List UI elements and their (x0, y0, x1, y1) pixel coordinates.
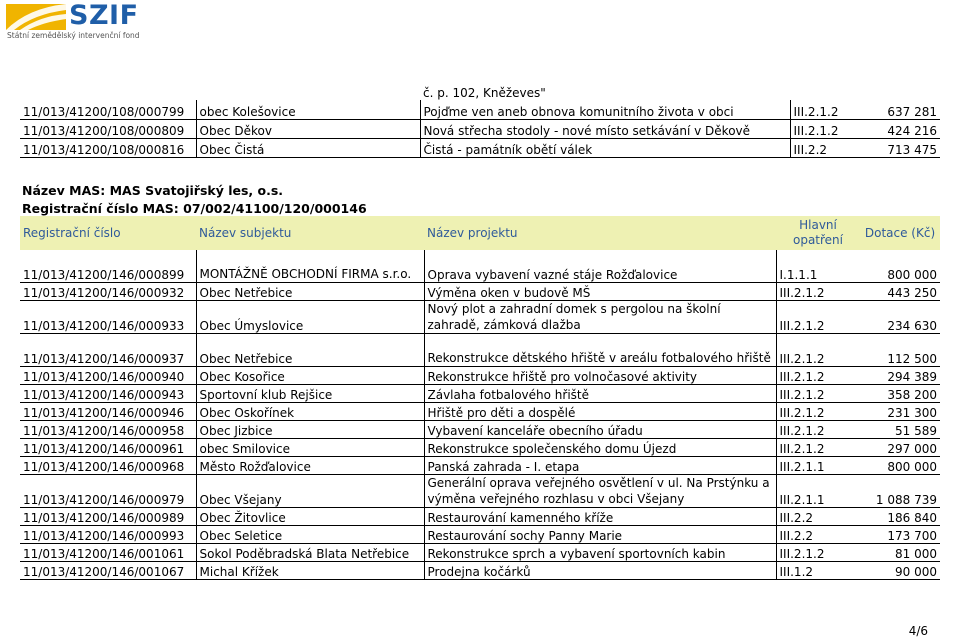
reg-number: 11/013/41200/146/000937 (20, 334, 196, 367)
subject-name: obec Kolešovice (196, 100, 420, 119)
table-row (20, 100, 940, 119)
table-row (20, 439, 940, 457)
amount: 231 300 (860, 403, 940, 421)
subject-name: Obec Děkov (196, 119, 420, 138)
table-row (20, 562, 940, 580)
amount: 358 200 (860, 385, 940, 403)
subject-name: Obec Netřebice (196, 334, 424, 367)
measure: III.1.2 (776, 562, 860, 580)
project-name-text: Rekonstrukce dětského hřiště v areálu fotbalového hřiště (427, 351, 771, 365)
reg-number: 11/013/41200/146/000933 (20, 301, 196, 334)
table-row (20, 508, 940, 526)
measure: III.2.1.2 (776, 334, 860, 367)
subject-name: Obec Jizbice (196, 421, 424, 439)
amount: 81 000 (860, 544, 940, 562)
project-name: Rekonstrukce společenského domu Újezd (424, 439, 776, 457)
subject-name: Obec Seletice (196, 526, 424, 544)
amount: 297 000 (860, 439, 940, 457)
table-row (20, 119, 940, 138)
reg-number: 11/013/41200/108/000799 (20, 100, 196, 119)
amount: 713 475 (860, 138, 940, 157)
mas-name: Název MAS: MAS Svatojiřský les, o.s. (22, 183, 284, 198)
col-header-measure: Hlavní opatření (776, 216, 860, 250)
table-row (20, 385, 940, 403)
reg-number: 11/013/41200/146/000961 (20, 439, 196, 457)
reg-number: 11/013/41200/146/000946 (20, 403, 196, 421)
reg-number: 11/013/41200/146/000993 (20, 526, 196, 544)
table-row (20, 283, 940, 301)
measure: III.2.1.2 (776, 367, 860, 385)
project-name: Pojďme ven aneb obnova komunitního života v obci (420, 100, 790, 119)
table-row (20, 526, 940, 544)
subject-name: Obec Netřebice (196, 283, 424, 301)
reg-number: 11/013/41200/146/001061 (20, 544, 196, 562)
amount: 51 589 (860, 421, 940, 439)
measure: III.2.2 (776, 508, 860, 526)
col-header-subject: Název subjektu (196, 216, 424, 250)
project-name: Prodejna kočárků (424, 562, 776, 580)
amount: 186 840 (860, 508, 940, 526)
subject-name: Obec Kosořice (196, 367, 424, 385)
measure: III.2.1.1 (776, 457, 860, 475)
subject-name-text: MONTÁŽNĚ OBCHODNÍ FIRMA s.r.o. (199, 267, 412, 281)
continued-text: č. p. 102, Kněževes" (423, 86, 546, 100)
project-name (424, 301, 776, 334)
project-name: Závlaha fotbalového hřiště (424, 385, 776, 403)
subject-name: Obec Všejany (196, 475, 424, 508)
project-name: Panská zahrada - I. etapa (424, 457, 776, 475)
szif-logo (6, 0, 156, 40)
project-name: Čistá - památník obětí válek (420, 138, 790, 157)
reg-number: 11/013/41200/108/000809 (20, 119, 196, 138)
table-row (20, 367, 940, 385)
reg-number: 11/013/41200/146/000899 (20, 250, 196, 283)
project-name: Nová střecha stodoly - nové místo setkávání v Děkově (420, 119, 790, 138)
reg-number: 11/013/41200/146/001067 (20, 562, 196, 580)
amount: 90 000 (860, 562, 940, 580)
reg-number: 11/013/41200/108/000816 (20, 138, 196, 157)
amount: 637 281 (860, 100, 940, 119)
project-name: Vybavení kanceláře obecního úřadu (424, 421, 776, 439)
measure: III.2.1.2 (776, 421, 860, 439)
reg-number: 11/013/41200/146/000943 (20, 385, 196, 403)
measure: III.2.1.2 (776, 403, 860, 421)
measure: III.2.1.2 (776, 544, 860, 562)
measure: III.2.1.2 (790, 100, 860, 119)
reg-number: 11/013/41200/146/000989 (20, 508, 196, 526)
amount: 800 000 (860, 250, 940, 283)
amount: 112 500 (860, 334, 940, 367)
subject-name: Obec Oskořínek (196, 403, 424, 421)
subject-name: Sokol Poděbradská Blata Netřebice (196, 544, 424, 562)
project-name: Restaurování kamenného kříže (424, 508, 776, 526)
measure: III.2.1.1 (776, 475, 860, 508)
reg-number: 11/013/41200/146/000968 (20, 457, 196, 475)
projects-table (20, 216, 940, 580)
measure: I.1.1.1 (776, 250, 860, 283)
reg-number: 11/013/41200/146/000940 (20, 367, 196, 385)
measure: III.2.1.2 (776, 439, 860, 457)
reg-number: 11/013/41200/146/000979 (20, 475, 196, 508)
amount: 443 250 (860, 283, 940, 301)
table-row (20, 421, 940, 439)
logo-tagline: Státní zemědělský intervenční fond (7, 31, 140, 40)
table-row (20, 250, 940, 283)
table-row (20, 475, 940, 508)
table-row (20, 544, 940, 562)
amount: 173 700 (860, 526, 940, 544)
subject-name: Obec Čistá (196, 138, 420, 157)
measure: III.2.1.2 (776, 283, 860, 301)
reg-number: 11/013/41200/146/000958 (20, 421, 196, 439)
project-name: Rekonstrukce hřiště pro volnočasové aktivity (424, 367, 776, 385)
measure: III.2.2 (776, 526, 860, 544)
subject-name: Obec Úmyslovice (196, 301, 424, 334)
logo-word: SZIF (69, 0, 139, 31)
page-number: 4/6 (908, 624, 928, 638)
table-row (20, 403, 940, 421)
subject-name: Město Rožďalovice (196, 457, 424, 475)
logo-mark (6, 4, 66, 30)
subject-name: Obec Žitovlice (196, 508, 424, 526)
table-row (20, 334, 940, 367)
project-name-text: Nový plot a zahradní domek s pergolou na školní zahradě, zámková dlažba (427, 302, 721, 332)
project-name (424, 475, 776, 508)
table-row (20, 301, 940, 334)
col-header-reg: Registrační číslo (20, 216, 196, 250)
col-header-project: Název projektu (424, 216, 776, 250)
project-name: Výměna oken v budově MŠ (424, 283, 776, 301)
measure: III.2.1.2 (776, 301, 860, 334)
project-name: Oprava vybavení vazné stáje Rožďalovice (424, 250, 776, 283)
measure: III.2.2 (790, 138, 860, 157)
subject-name: Michal Křížek (196, 562, 424, 580)
measure: III.2.1.2 (790, 119, 860, 138)
subject-name: Sportovní klub Rejšice (196, 385, 424, 403)
project-name: Hřiště pro děti a dospělé (424, 403, 776, 421)
mas-reg-number: Registrační číslo MAS: 07/002/41100/120/000146 (22, 201, 367, 216)
subject-name: obec Smilovice (196, 439, 424, 457)
project-name-text: Generální oprava veřejného osvětlení v ul. Na Prstýnku a výměna veřejného rozhlasu v obci Všejany (427, 476, 770, 506)
measure: III.2.1.2 (776, 385, 860, 403)
amount: 294 389 (860, 367, 940, 385)
amount: 234 630 (860, 301, 940, 334)
table-row (20, 457, 940, 475)
project-name (424, 334, 776, 367)
amount: 424 216 (860, 119, 940, 138)
amount: 800 000 (860, 457, 940, 475)
continued-table (20, 78, 940, 158)
project-name: Restaurování sochy Panny Marie (424, 526, 776, 544)
amount: 1 088 739 (860, 475, 940, 508)
project-name: Rekonstrukce sprch a vybavení sportovních kabin (424, 544, 776, 562)
reg-number: 11/013/41200/146/000932 (20, 283, 196, 301)
table-row (20, 138, 940, 157)
col-header-amount: Dotace (Kč) (860, 216, 940, 250)
subject-name (196, 250, 424, 283)
table-header (20, 216, 940, 250)
